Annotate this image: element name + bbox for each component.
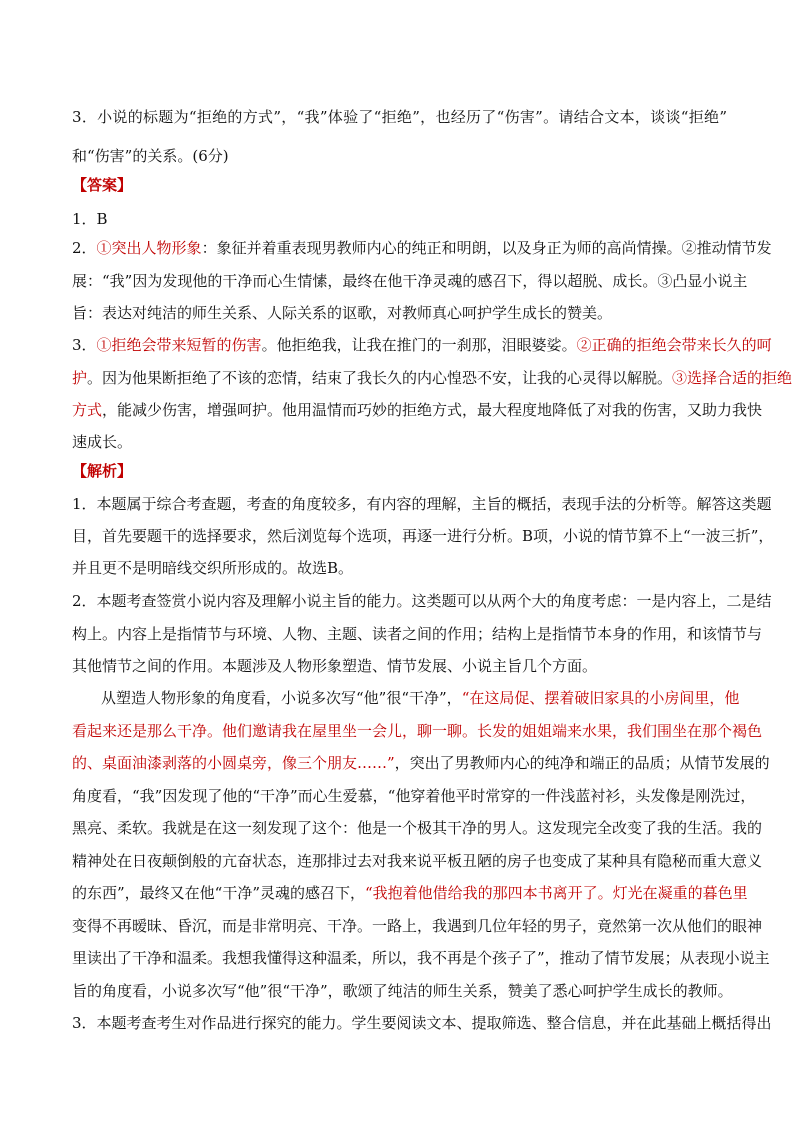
analysis-heading: 【解析】 bbox=[72, 462, 133, 480]
analysis-3-line4: 角度看，“我”因发现了他的“干净”而心生爱慕，“他穿着他平时常穿的一件浅蓝衬衫，头发像是刚洗过， bbox=[72, 787, 756, 805]
answer-3-point2-end: 护 bbox=[72, 369, 88, 387]
answer-3-point3-end: 方式 bbox=[72, 401, 103, 419]
answer-3-text1: 。他拒绝我，让我在推门的一刹那，泪眼婆娑。 bbox=[261, 336, 577, 354]
answer-1: 1．B bbox=[72, 210, 108, 228]
answer-3-point3: ③选择合适的拒绝 bbox=[672, 369, 793, 387]
answer-heading: 【答案】 bbox=[72, 176, 133, 194]
analysis-1-line1: 1．本题属于综合考查题，考查的角度较多，有内容的理解，主旨的概括，表现手法的分析等。解答这类题 bbox=[72, 495, 772, 513]
analysis-3-quote1-end: 的、桌面油漆剥落的小圆桌旁，像三个朋友……” bbox=[72, 754, 395, 772]
answer-3-line2 bbox=[72, 368, 793, 388]
answer-2-line3: 旨：表达对纯洁的师生关系、人际关系的讴歌，对教师真心呵护学生成长的赞美。 bbox=[72, 304, 613, 322]
analysis-3-text7: 的东西”，最终又在他“干净”灵魂的感召下， bbox=[72, 884, 366, 902]
analysis-3-line9: 里读出了干净和温柔。我想我懂得这种温柔，所以，我不再是个孩子了”，推动了情节发展；从表现小说主 bbox=[72, 949, 770, 967]
answer-2-line2: 展：“我”因为发现他的干净而心生情愫，最终在他干净灵魂的感召下，得以超脱、成长。③凸显小说主 bbox=[72, 272, 748, 290]
answer-2-text: ：象征并着重表现男教师内心的纯正和明朗，以及身正为师的高尚情操。②推动情节发 bbox=[201, 239, 772, 257]
analysis-3-quote1: “在这局促、摆着破旧家具的小房间里，他 bbox=[461, 689, 740, 707]
analysis-3-line10: 旨的角度看，小说多次写“他”很“干净”，歌颂了纯洁的师生关系，赞美了悉心呵护学生成长的教师。 bbox=[72, 982, 733, 1000]
analysis-3-line1 bbox=[101, 688, 740, 708]
analysis-2-line2: 构上。内容上是指情节与环境、人物、主题、读者之间的作用；结构上是指情节本身的作用，和该情节与 bbox=[72, 625, 763, 643]
analysis-3-line2: 看起来还是那么干净。他们邀请我在屋里坐一会儿，聊一聊。长发的姐姐端来水果，我们围坐在那个褐色 bbox=[72, 722, 763, 740]
analysis-3-line5: 黑亮、柔软。我就是在这一刻发现了这个：他是一个极其干净的男人。这发现完全改变了我的生活。我的 bbox=[72, 819, 763, 837]
analysis-3-text3: ，突出了男教师内心的纯净和端正的品质；从情节发展的 bbox=[394, 754, 770, 772]
answer-3-text2: 。因为他果断拒绝了不该的恋情，结束了我长久的内心惶恐不安，让我的心灵得以解脱。 bbox=[87, 369, 673, 387]
analysis-2-line3: 其他情节之间的作用。本题涉及人物形象塑造、情节发展、小说主旨几个方面。 bbox=[72, 657, 598, 675]
answer-3-line1 bbox=[72, 335, 772, 355]
analysis-3-text1: 从塑造人物形象的角度看，小说多次写“他”很“干净”， bbox=[101, 689, 462, 707]
answer-3-number: 3． bbox=[72, 336, 97, 354]
analysis-2-line1: 2．本题考查签赏小说内容及理解小说主旨的能力。这类题可以从两个大的角度考虑：一是内容上，二是结 bbox=[72, 592, 772, 610]
answer-3-point2: ②正确的拒绝会带来长久的呵 bbox=[576, 336, 772, 354]
answer-3-text3: ，能减少伤害，增强呵护。他用温情而巧妙的拒绝方式，最大程度地降低了对我的伤害，又助力我快 bbox=[102, 401, 763, 419]
question3-line2: 和“伤害”的关系。(6分) bbox=[72, 147, 229, 165]
analysis-3-line8: 变得不再暧昧、昏沉，而是非常明亮、干净。一路上，我遇到几位年轻的男子，竟然第一次从他们的眼神 bbox=[72, 917, 763, 935]
analysis-3-line7 bbox=[72, 883, 748, 903]
answer-2-number: 2． bbox=[72, 239, 97, 257]
analysis-3-quote2: “我抱着他借给我的那四本书离开了。灯光在凝重的暮色里 bbox=[365, 884, 748, 902]
answer-3-point1: ①拒绝会带来短暂的伤害 bbox=[96, 336, 262, 354]
answer-3-line4: 速成长。 bbox=[72, 433, 133, 451]
analysis-1-line3: 并且更不是明暗线交织所形成的。故选B。 bbox=[72, 559, 354, 577]
analysis-3-line6: 精神处在日夜颠倒般的亢奋状态，连那排过去对我来说平板丑陋的房子也变成了某种具有隐秘而重大意义 bbox=[72, 852, 763, 870]
analysis-3-line3 bbox=[72, 753, 770, 773]
analysis-4-line1: 3．本题考查考生对作品进行探究的能力。学生要阅读文本、提取筛选、整合信息，并在此基础上概括得出 bbox=[72, 1014, 772, 1032]
answer-3-line3 bbox=[72, 400, 763, 420]
analysis-1-line2: 目，首先要题干的选择要求，然后浏览每个选项，再逐一进行分析。B项，小说的情节算不上“一波三折”， bbox=[72, 527, 774, 545]
question3-line1: 3．小说的标题为“拒绝的方式”，“我”体验了“拒绝”，也经历了“伤害”。请结合文本，谈谈“拒绝” bbox=[72, 108, 727, 126]
answer-2-highlight: ①突出人物形象 bbox=[96, 239, 202, 257]
answer-2-line1 bbox=[72, 238, 772, 258]
